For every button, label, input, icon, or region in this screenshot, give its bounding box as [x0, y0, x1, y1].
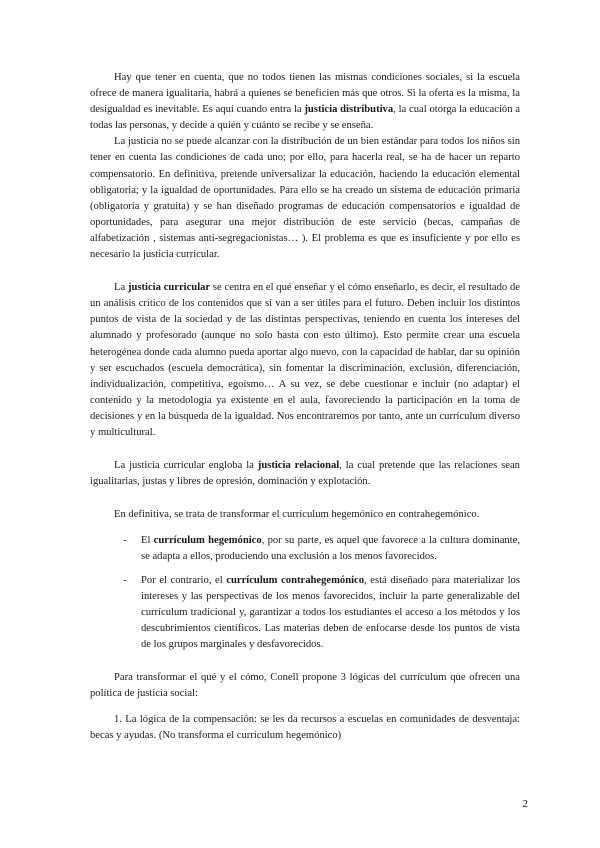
paragraph-relational-justice: La justicia curricular engloba la justicia relacional, la cual pretende que las relaciones sean igualitarias, justas y libres de opresión, dominación y explotación. — [90, 460, 520, 488]
paragraph-compensatory: La justicia no se puede alcanzar con la distribución de un bien estándar para todos los niños sin tener en cuenta las condiciones de cada uno; por ello, para hacerla real, se ha de hacer un reparto compensatorio. En definitiva, pretende universalizar la educación, haciendo la educación elemental obligatoria; y la igualdad de oportunidades. Para ello se ha creado un sistema de educación primaria (obligatoria y gratuita) y se han diseñado programas de educación compensatorios e igualdad de oportunidades, para asegurar una mejor distribución de este servicio (becas, campañas de alfabetización , sistemas anti-segregacionistas… ). El problema es que es insuficiente y por ello es necesario la justicia curricular. — [90, 136, 520, 261]
term-justicia-distributiva: justicia distributiva — [304, 104, 394, 116]
paragraph-transform: En definitiva, se trata de transformar el currículum hegemónico en contrahegemónico. — [114, 509, 480, 521]
term-justicia-curricular: justicia curricular — [127, 282, 211, 294]
paragraph-curricular-justice: La justicia curricular se centra en el qué enseñar y el cómo enseñarlo, es decir, el resultado de un análisis crítico de los contenidos que sí van a ser útiles para el futuro. Deben incluir los distintos puntos de vista de la sociedad y de las distintas perspectivas, teniendo en cuenta los intereses del alumnado y profesorado (aunque no solo basta con esto último). Esto permite crear una escuela heterogénea donde cada alumno pueda aportar algo nuevo, con la capacidad de hablar, dar su opinión y ser escuchados (escuela democrática), sin fomentar la discriminación, exclusión, diferenciación, individualización, competitiva, egoísmo… A su vez, se debe cuestionar e incluir (no adaptar) el contenido y la metodología ya existente en el aula, favoreciendo la participación en la toma de decisiones y en la búsqueda de la igualdad. Nos encontraremos por tanto, ante un currículum diverso y multicultural. — [90, 282, 520, 438]
paragraph-logic-compensation: 1. La lógica de la compensación: se les da recursos a escuelas en comunidades de desventaja: becas y ayudas. (No transforma el currículum hegemónico) — [90, 714, 520, 742]
list-item: - El currículum hegemónico, por su parte, es aquel que favorece a la cultura dominante, se adapta a ellos, produciendo una exclusión a los menos favorecidos. — [123, 535, 520, 563]
term-curriculum-contrahegemonico: currículum contrahegemónico — [226, 574, 365, 586]
curriculum-list — [90, 533, 520, 653]
paragraph-distributive-justice: Hay que tener en cuenta, que no todos tienen las mismas condiciones sociales, si la escuela ofrece de manera igualitaria, habrá a quienes se beneficien más que otros. Si la oferta es la misma, la desigualdad es inevitable. Es aquí cuando entra la justicia distributiva, la cual otorga la educación a todas las personas, y decide a quién y cuánto se recibe y se enseña. — [90, 72, 520, 132]
term-justicia-relacional: justicia relacional — [257, 460, 340, 472]
term-curriculum-hegemonico: currículum hegemónico — [153, 535, 262, 547]
page-body — [90, 70, 520, 744]
paragraph-conell: Para transformar el qué y el cómo, Conell propone 3 lógicas del currículum que ofrecen una política de justicia social: — [90, 672, 520, 700]
page-number: 2 — [522, 798, 528, 810]
list-item: - Por el contrario, el currículum contrahegemónico, está diseñado para materializar los intereses y las perspectivas de los menos favorecidos, incluir la parte generalizable del currículum tradicional y, garantizar a todos los estudiantes el acceso a los métodos y los descubrimientos científicos. Las materias deben de enfocarse desde los puntos de vista de los grupos marginales y desfavorecidos. — [123, 574, 520, 650]
dash-bullet: - — [123, 535, 127, 547]
dash-bullet: - — [123, 574, 127, 586]
